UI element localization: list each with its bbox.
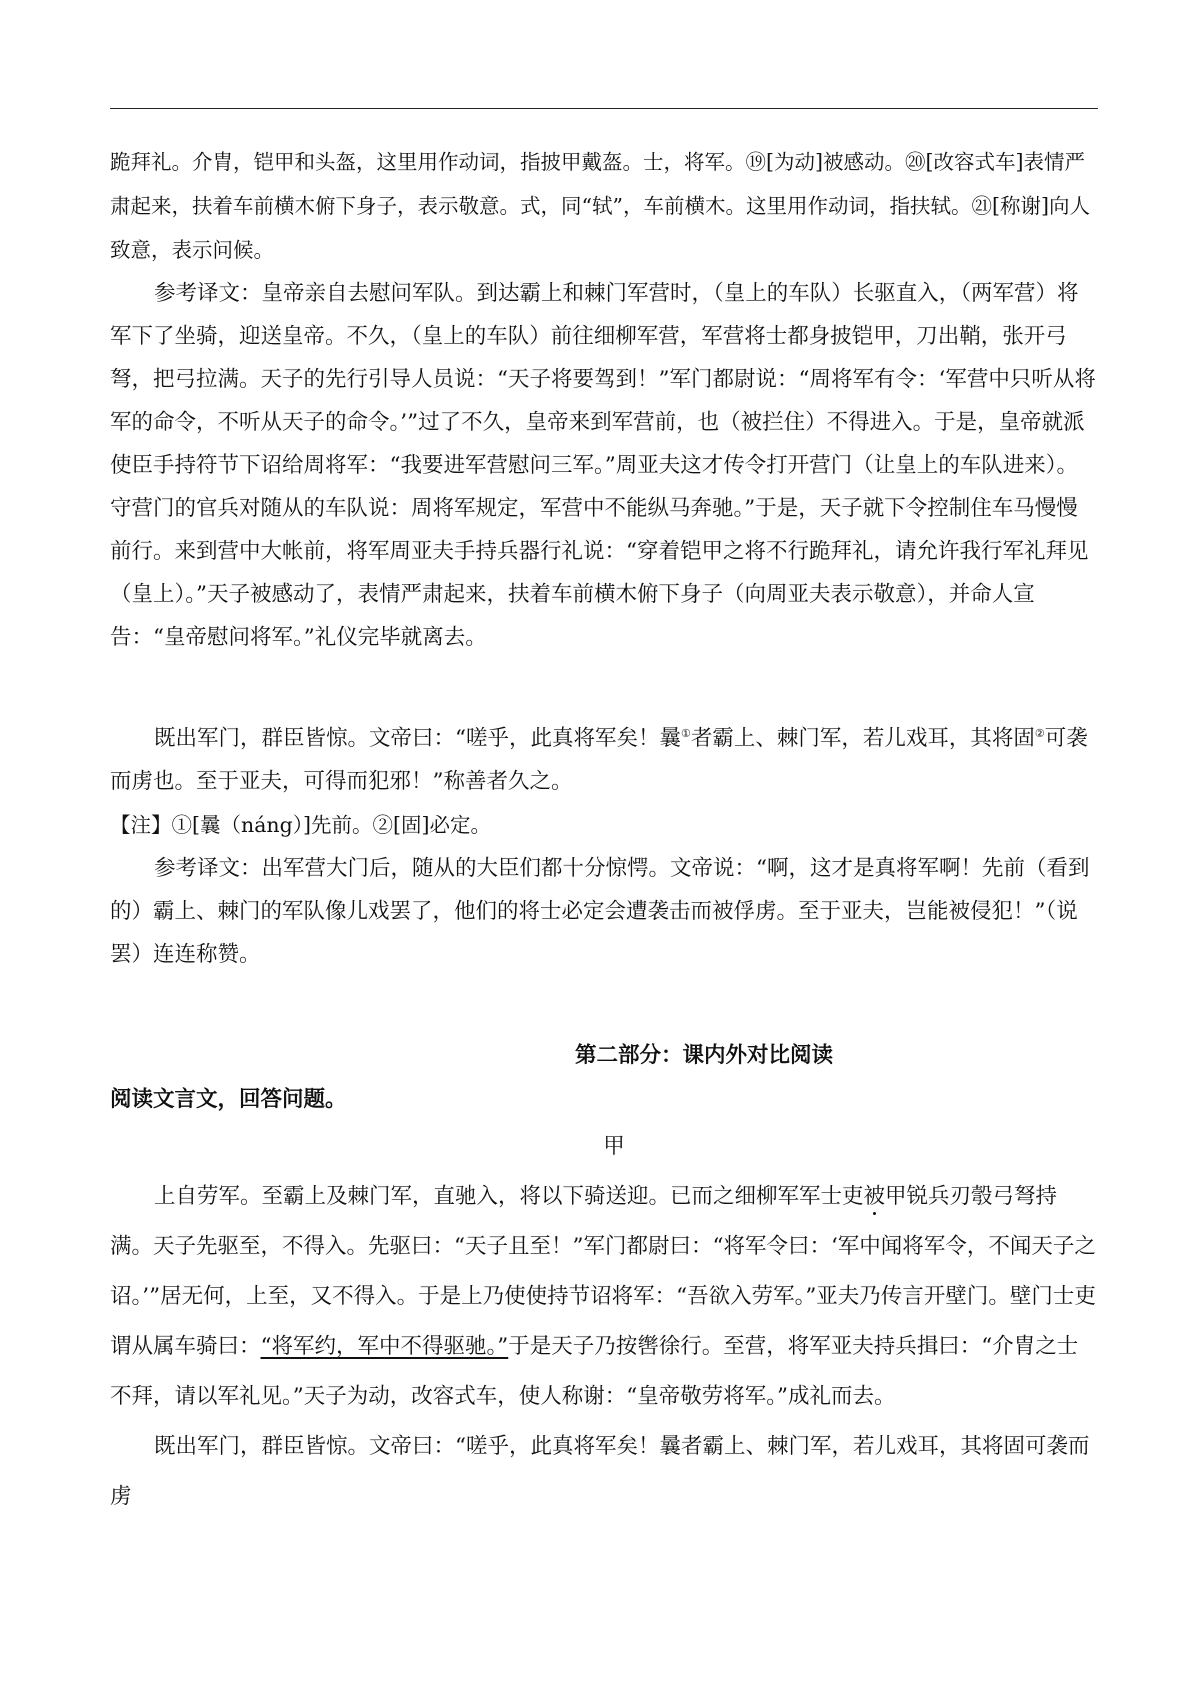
underlined-sentence: “将军约，军中不得驱驰。” [260, 1334, 509, 1359]
classical-passage-jia-2: 既出军门，群臣皆惊。文帝曰：“嗟乎，此真将军矣！曩者霸上、棘门军，若儿戏耳，其将固可袭而虏 [110, 1434, 1090, 1509]
footnote-mark-1: ① [681, 726, 691, 740]
reference-translation-1: 参考译文：皇帝亲自去慰问军队。到达霸上和棘门军营时，（皇上的车队）长驱直入，（两军营）将军下了坐骑，迎送皇帝。不久，（皇上的车队）前往细柳军营，军营将士都身披铠甲，刀出鞘，张开弓弩，把弓拉满。天子的先行引导人员说：“天子将要驾到！”军门都尉说：“周将军有令：‘军营中只听从将军的命令，不听从天子的命令。’”过了不久，皇帝来到军营前，也（被拦住）不得进入。于是，皇帝就派使臣手持符节下诏给周将军：“我要进军营慰问三军。”周亚夫这才传令打开营门（让皇上的车队进来）。守营门的官兵对随从的车队说：周将军规定，军营中不能纵马奔驰。”于是，天子就下令控制住车马慢慢前行。来到营中大帐前，将军周亚夫手持兵器行礼说：“穿着铠甲之将不行跪拜礼，请允许我行军礼拜见（皇上）。”天子被感动了，表情严肃起来，扶着车前横木俯下身子（向周亚夫表示敬意），并命人宣告：“皇帝慰问将军。”礼仪完毕就离去。 [110, 281, 1096, 650]
passage-excerpt: 既出军门，群臣皆惊。文帝曰：“嗟乎，此真将军矣！曩①者霸上、棘门军，若儿戏耳，其将固②可袭而虏也。至于亚夫，可得而犯邪！”称善者久之。 [110, 726, 1088, 794]
header-rule [110, 108, 1098, 109]
reference-translation-2: 参考译文：出军营大门后，随从的大臣们都十分惊愕。文帝说：“啊，这才是真将军啊！先前（看到的）霸上、棘门的军队像儿戏罢了，他们的将士必定会遭袭击而被俘虏。至于亚夫，岂能被侵犯！”（说罢）连连称赞。 [110, 856, 1090, 967]
emphasis-dot-char: 被 [863, 1184, 886, 1209]
text-label-jia: 甲 [603, 1134, 625, 1159]
section-heading: 第二部分：课内外对比阅读 [574, 1043, 833, 1068]
footnote-note: 【注】①[曩（náng）]先前。②[固]必定。 [110, 813, 491, 837]
classical-passage-jia: 上自劳军。至霸上及棘门军，直驰入，将以下骑送迎。已而之细柳军军士吏被甲锐兵刃彀弓弩持满。天子先驱至，不得入。先驱曰：“天子且至！”军门都尉曰：“将军令曰：‘军中闻将军令，不闻天子之诏。’”居无何，上至，又不得入。于是上乃使使持节诏将军：“吾欲入劳军。”亚夫乃传言开壁门。壁门士吏谓从属车骑曰：“将军约，军中不得驱驰。”于是天子乃按辔徐行。至营，将军亚夫持兵揖曰：“介胄之士不拜，请以军礼见。”天子为动，改容式车，使人称谢：“皇帝敬劳将军。”成礼而去。 [110, 1184, 1096, 1409]
annotation-notes: 跪拜礼。介胄，铠甲和头盔，这里用作动词，指披甲戴盔。士，将军。⑲[为动]被感动。⑳[改容式车]表情严肃起来，扶着车前横木俯下身子，表示敬意。式，同“轼”，车前横木。这里用作动词，指扶轼。㉑[称谢]向人致意，表示问候。 [110, 150, 1090, 262]
footnote-mark-2: ② [1034, 726, 1045, 740]
document-page [110, 140, 1098, 1522]
instruction-text: 阅读文言文，回答问题。 [110, 1087, 347, 1112]
